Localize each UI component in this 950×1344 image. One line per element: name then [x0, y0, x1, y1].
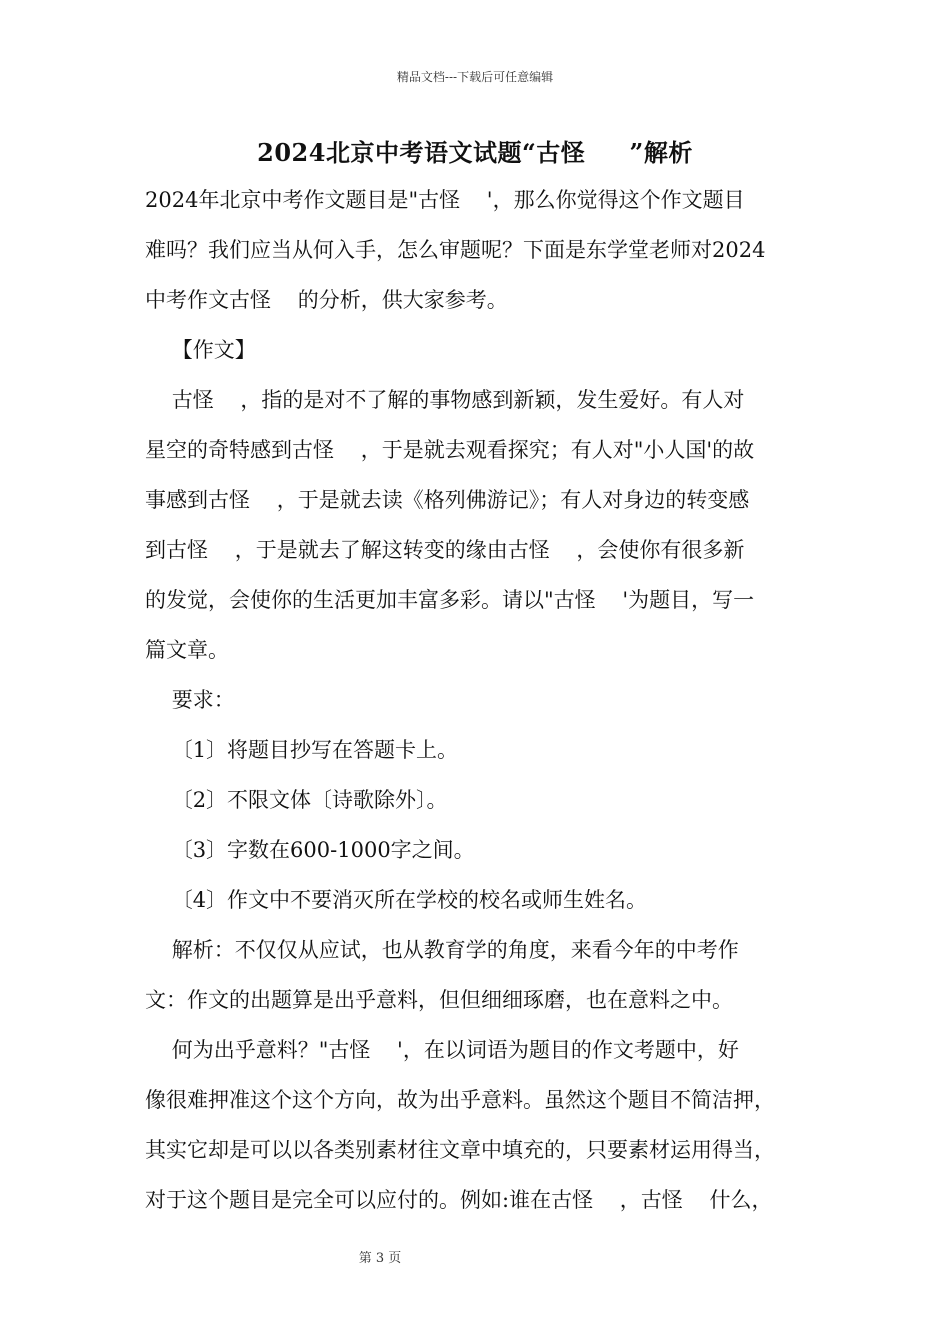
body-line: 事感到古怪 ，于是就去读《格列佛游记》；有人对身边的转变感	[145, 488, 750, 512]
body-line: 篇文章。	[145, 638, 229, 662]
body-line: 其实它却是可以以各类别素材往文章中填充的，只要素材运用得当，	[145, 1138, 775, 1162]
body-line: 文：作文的出题算是出乎意料，但但细细琢磨，也在意料之中。	[145, 988, 733, 1012]
section-heading: 【作文】	[145, 338, 256, 362]
body-line: 2024年北京中考作文题目是"古怪 '，那么你觉得这个作文题目	[145, 188, 745, 212]
body-line: 何为出乎意料？"古怪 '，在以词语为题目的作文考题中，好	[145, 1038, 739, 1062]
requirement-item: 〔3〕字数在600-1000字之间。	[145, 838, 475, 862]
requirements-heading: 要求：	[145, 688, 235, 712]
body-line: 难吗？我们应当从何入手，怎么审题呢？下面是东学堂老师对2024	[145, 238, 766, 262]
requirement-item: 〔1〕将题目抄写在答题卡上。	[145, 738, 459, 762]
document-title: 2024北京中考语文试题“古怪 ”解析	[257, 138, 693, 167]
body-line: 的发觉，会使你的生活更加丰富多彩。请以"古怪 '为题目，写一	[145, 588, 755, 612]
requirement-item: 〔4〕作文中不要消灭所在学校的校名或师生姓名。	[145, 888, 648, 912]
body-line: 像很难押准这个这个方向，故为出乎意料。虽然这个题目不简洁押，	[145, 1088, 775, 1112]
body-line: 中考作文古怪 的分析，供大家参考。	[145, 288, 508, 312]
page-number: 第 3 页	[358, 1251, 402, 1266]
page-header: 精品文档---下载后可任意编辑	[396, 70, 554, 84]
body-line: 到古怪 ，于是就去了解这转变的缘由古怪 ，会使你有很多新	[145, 538, 745, 562]
body-line: 解析：不仅仅从应试，也从教育学的角度，来看今年的中考作	[145, 938, 739, 962]
requirement-item: 〔2〕不限文体〔诗歌除外〕。	[145, 788, 448, 812]
body-line: 古怪 ，指的是对不了解的事物感到新颖，发生爱好。有人对	[145, 388, 745, 412]
body-line: 星空的奇特感到古怪 ，于是就去观看探究；有人对"小人国'的故	[145, 438, 755, 462]
body-line: 对于这个题目是完全可以应付的。例如:谁在古怪 ，古怪 什么，	[145, 1188, 773, 1212]
